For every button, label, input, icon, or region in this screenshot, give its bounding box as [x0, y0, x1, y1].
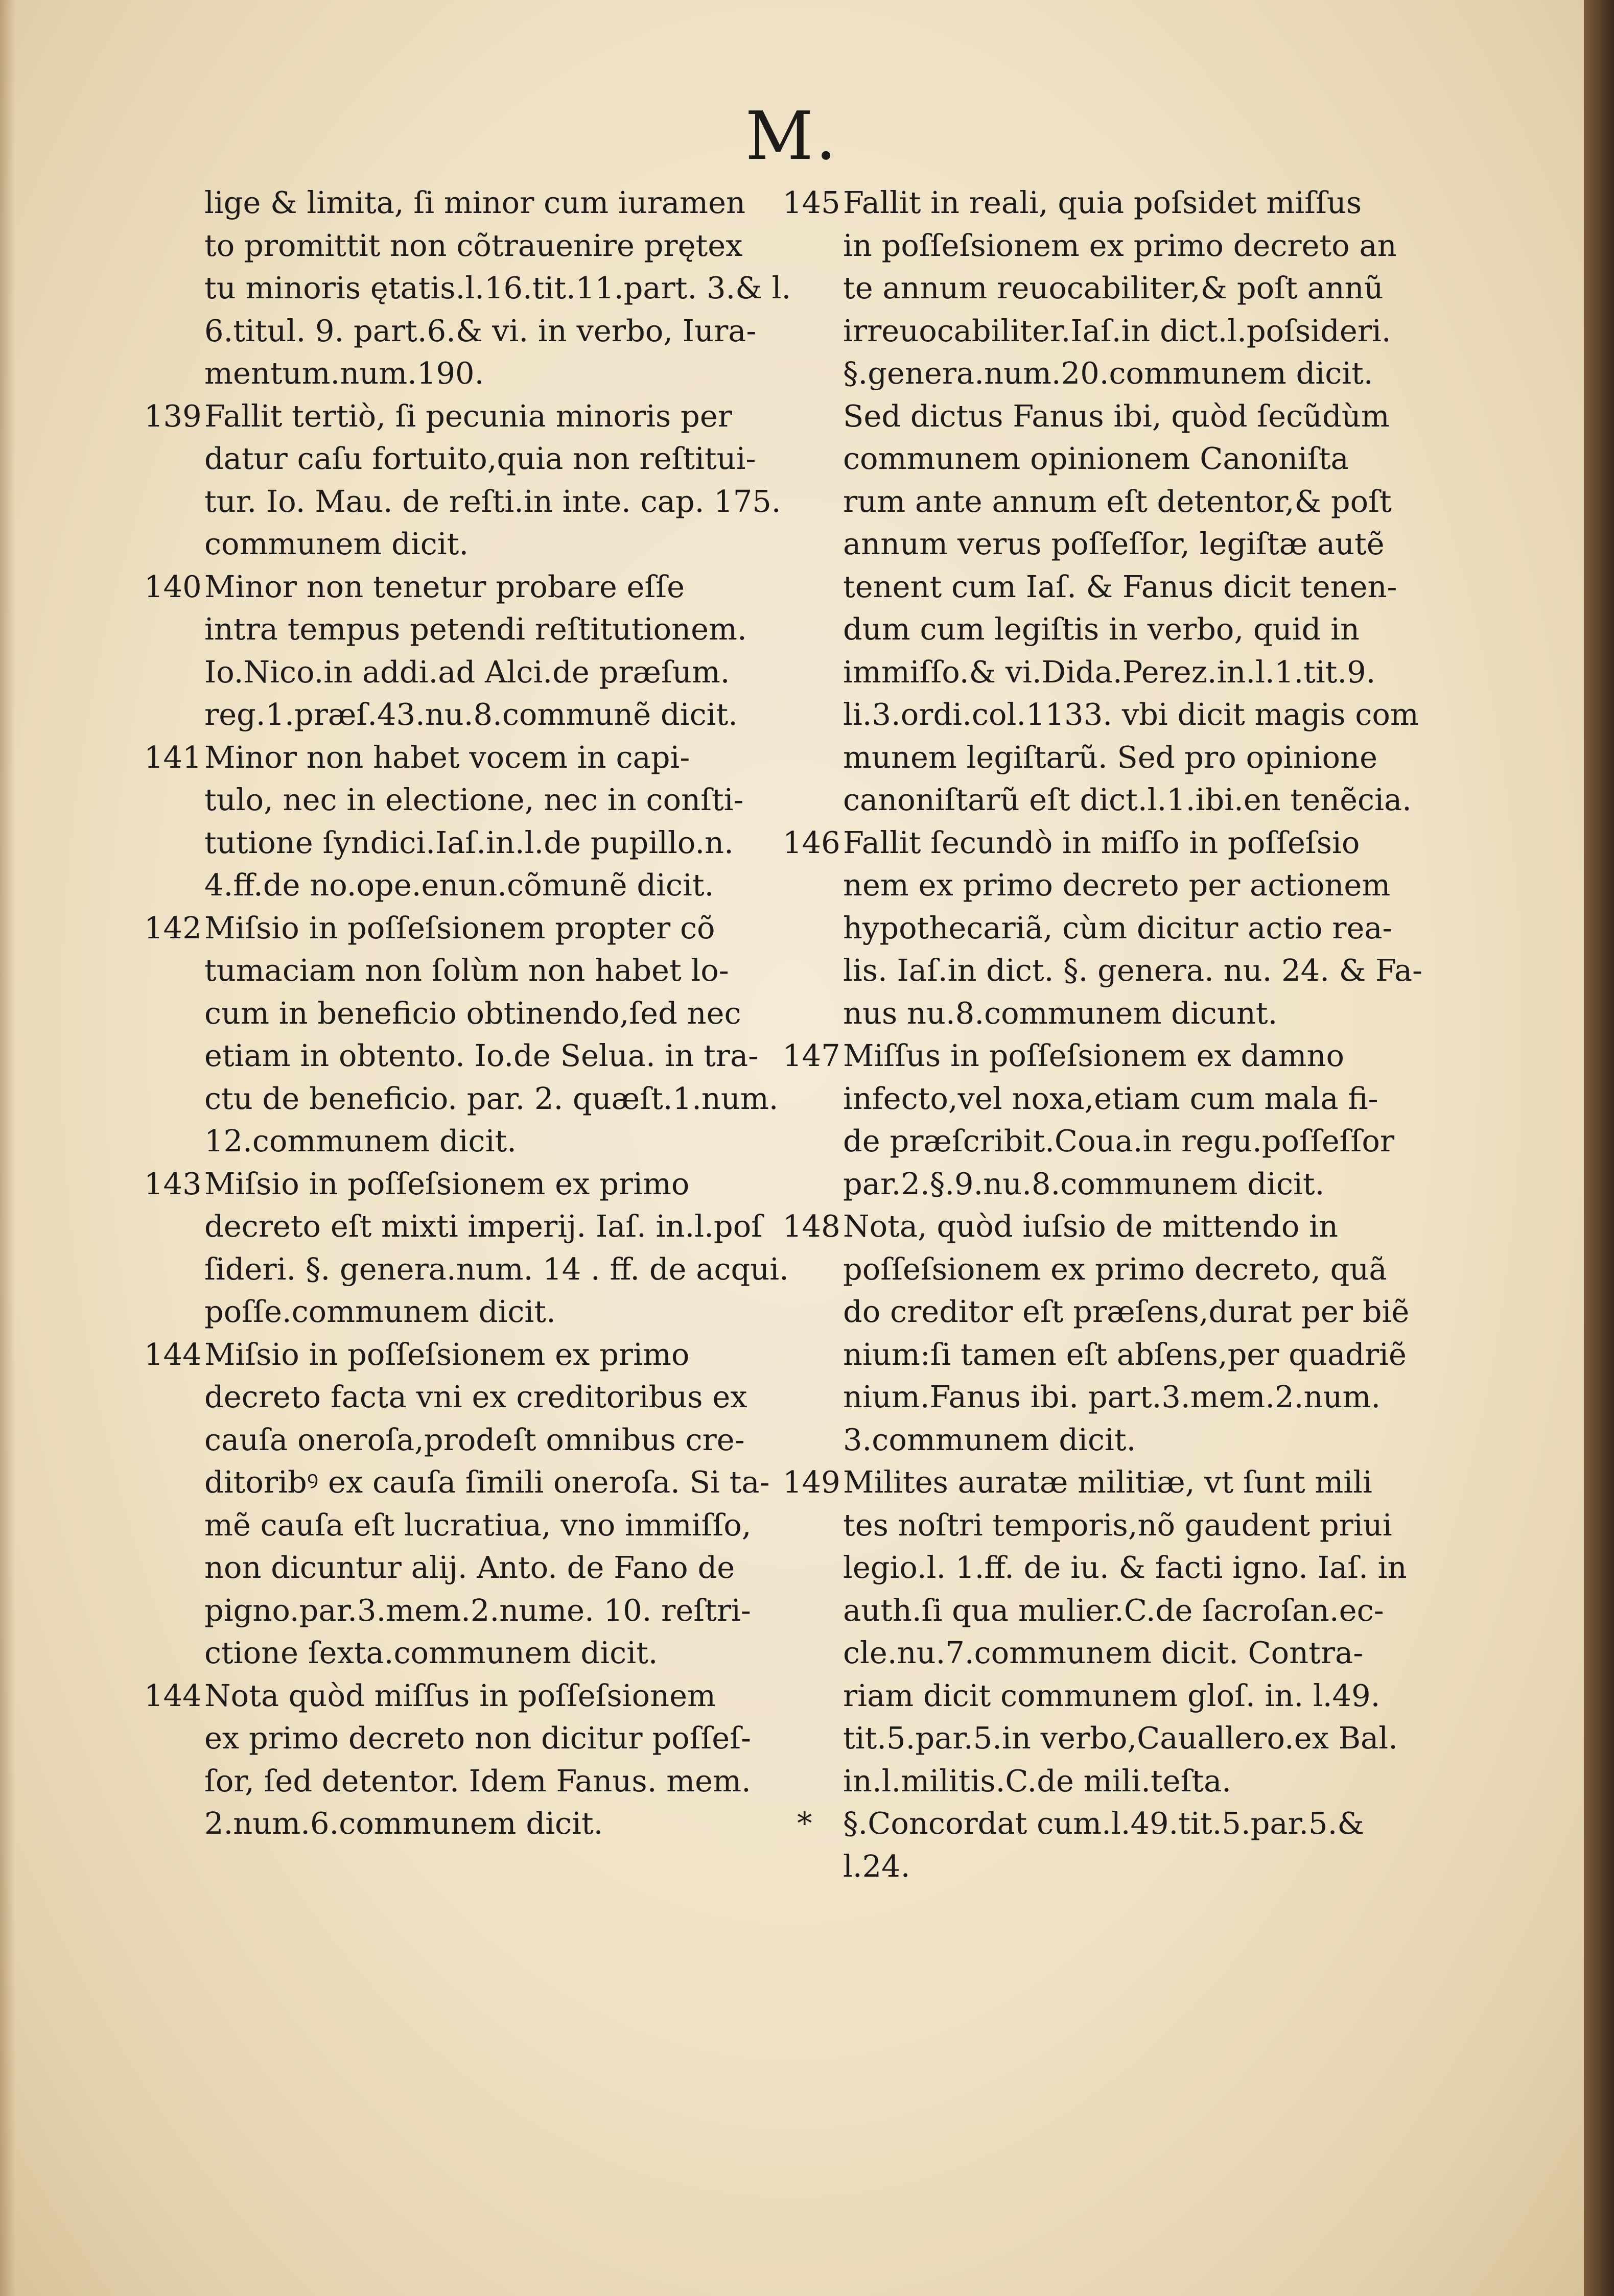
text-line: poſſeſsionem ex primo decreto, quã — [843, 1251, 1387, 1287]
text-line: Minor non tenetur probare eſſe — [204, 569, 685, 604]
page-gutter-shadow — [0, 0, 15, 2296]
text-line: 3.communem dicit. — [843, 1422, 1136, 1457]
text-line: ctione ſexta.communem dicit. — [204, 1635, 658, 1670]
text-line: Miſſus in poſſeſsionem ex damno — [843, 1038, 1344, 1073]
text-line: Miſsio in poſſeſsionem propter cõ — [204, 910, 715, 945]
text-line: tenent cum Iaſ. & Fanus dicit tenen- — [843, 569, 1397, 604]
text-line: poſſe.communem dicit. — [204, 1294, 556, 1329]
text-line: legio.l. 1.ff. de iu. & facti igno. Iaſ. in — [843, 1550, 1407, 1585]
text-line: li.3.ordi.col.1133. vbi dicit magis com — [843, 697, 1419, 732]
text-line: 12.communem dicit. — [204, 1123, 517, 1158]
book-edge — [1584, 0, 1614, 2296]
text-line: de præſcribit.Coua.in regu.poſſeſſor — [843, 1123, 1395, 1158]
text-line: communem dicit. — [204, 526, 469, 561]
text-line: nus nu.8.communem dicunt. — [843, 995, 1278, 1031]
text-line: Sed dictus Fanus ibi, quòd ſecũdùm — [843, 398, 1390, 434]
text-line: lige & limita, ſi minor cum iuramen — [204, 185, 746, 220]
entry — [783, 181, 1419, 821]
entry — [144, 1333, 777, 1674]
text-line: tu minoris ętatis.l.16.tit.11.part. 3.& l. — [204, 270, 791, 305]
text-line: rum ante annum eſt detentor,& poſt — [843, 483, 1392, 519]
text-line: tit.5.par.5.in verbo,Cauallero.ex Bal. — [843, 1720, 1398, 1756]
text-line: 4.ff.de no.ope.enun.cõmunẽ dicit. — [204, 867, 714, 903]
text-line: ditoribꝰ ex cauſa ſimili oneroſa. Si ta- — [204, 1464, 770, 1500]
text-line: lis. Iaſ.in dict. §. genera. nu. 24. & Fa- — [843, 953, 1423, 988]
entry-number: 149 — [783, 1464, 840, 1500]
text-line: pigno.par.3.mem.2.nume. 10. reſtri- — [204, 1592, 751, 1628]
entry — [783, 1461, 1415, 1802]
page-header-letter: M. — [745, 97, 839, 175]
text-line: cauſa oneroſa,prodeſt omnibus cre- — [204, 1422, 745, 1457]
text-line: cle.nu.7.communem dicit. Contra- — [843, 1635, 1364, 1670]
text-line: reg.1.præſ.43.nu.8.communẽ dicit. — [204, 697, 738, 732]
text-line: auth.ſi qua mulier.C.de ſacroſan.ec- — [843, 1592, 1384, 1628]
text-line: mẽ cauſa eſt lucratiua, vno immiſſo, — [204, 1507, 752, 1543]
text-line: canoniſtarũ eſt dict.l.1.ibi.en tenẽcia. — [843, 782, 1412, 817]
text-line: tur. Io. Mau. de reſti.in inte. cap. 175. — [204, 483, 781, 519]
text-line: ſideri. §. genera.num. 14 . ff. de acqui. — [204, 1251, 789, 1287]
text-line: cum in beneficio obtinendo,ſed nec — [204, 995, 741, 1031]
entry — [144, 395, 781, 565]
text-line: Fallit ſecundò in miſſo in poſſeſsio — [843, 824, 1360, 860]
text-line: Nota quòd miſſus in poſſeſsionem — [204, 1677, 716, 1713]
text-line: 6.titul. 9. part.6.& vi. in verbo, Iura- — [204, 313, 757, 348]
text-line: non dicuntur alij. Anto. de Fano de — [204, 1550, 735, 1585]
entry-number: 148 — [783, 1209, 840, 1244]
text-line: do creditor eſt præſens,durat per biẽ — [843, 1294, 1410, 1329]
text-line: §.genera.num.20.communem dicit. — [843, 356, 1373, 391]
text-line: to promittit non cõtrauenire prętex — [204, 227, 743, 263]
text-line: etiam in obtento. Io.de Selua. in tra- — [204, 1038, 759, 1073]
entry-number: 144 — [144, 1677, 202, 1713]
text-line: par.2.§.9.nu.8.communem dicit. — [843, 1166, 1325, 1201]
text-line: in poſſeſsionem ex primo decreto an — [843, 227, 1397, 263]
text-line: Miſsio in poſſeſsionem ex primo — [204, 1336, 690, 1372]
entry — [783, 821, 1423, 1035]
entry-number: 140 — [144, 569, 202, 604]
entry — [204, 181, 791, 395]
text-line: tes noſtri temporis,nõ gaudent priui — [843, 1507, 1392, 1543]
entry-number: 144 — [144, 1336, 202, 1372]
text-line: in.l.militis.C.de mili.teſta. — [843, 1763, 1232, 1798]
text-line: nium.Fanus ibi. part.3.mem.2.num. — [843, 1379, 1381, 1414]
note-marker: * — [797, 1806, 812, 1841]
text-line: Fallit in reali, quia poſsidet miſſus — [843, 185, 1362, 220]
right-column — [783, 181, 1423, 1887]
text-line: nem ex primo decreto per actionem — [843, 867, 1391, 903]
text-line: dum cum legiſtis in verbo, quid in — [843, 611, 1360, 647]
text-line: irreuocabiliter.Iaſ.in dict.l.poſsideri. — [843, 313, 1391, 348]
text-line: hypothecariã, cùm dicitur actio rea- — [843, 910, 1393, 945]
text-line: munem legiſtarũ. Sed pro opinione — [843, 739, 1377, 775]
text-line: decreto eſt mixti imperij. Iaſ. in.l.poſ — [204, 1209, 763, 1244]
entry-number: 143 — [144, 1166, 202, 1201]
text-line: §.Concordat cum.l.49.tit.5.par.5.& — [843, 1806, 1364, 1841]
text-line: immiſſo.& vi.Dida.Perez.in.l.1.tit.9. — [843, 654, 1376, 690]
text-line: tumaciam non ſolùm non habet lo- — [204, 953, 729, 988]
entry-number: 141 — [144, 739, 202, 775]
text-line: Nota, quòd iuſsio de mittendo in — [843, 1209, 1338, 1244]
text-line: Milites auratæ militiæ, vt ſunt mili — [843, 1464, 1372, 1500]
entry-number: 146 — [783, 824, 840, 860]
entry — [144, 736, 777, 907]
text-line: intra tempus petendi reſtitutionem. — [204, 611, 747, 647]
entry-number: 139 — [144, 398, 202, 434]
text-line: te annum reuocabiliter,& poſt annũ — [843, 270, 1384, 305]
entry — [144, 907, 779, 1163]
text-line: communem opinionem Canoniſta — [843, 441, 1349, 476]
entry — [783, 1034, 1415, 1205]
text-line: 2.num.6.communem dicit. — [204, 1806, 603, 1841]
text-line: l.24. — [843, 1848, 910, 1884]
text-line: tutione ſyndici.Iaſ.in.l.de pupillo.n. — [204, 824, 734, 860]
text-line: tulo, nec in electione, nec in conſti- — [204, 782, 744, 817]
entry — [797, 1802, 1415, 1887]
text-line: Fallit tertiò, ſi pecunia minoris per — [204, 398, 732, 434]
text-line: ex primo decreto non dicitur poſſeſ- — [204, 1720, 751, 1756]
left-column — [144, 181, 791, 1845]
text-line: mentum.num.190. — [204, 356, 484, 391]
text-line: Miſsio in poſſeſsionem ex primo — [204, 1166, 690, 1201]
entry — [144, 1674, 777, 1845]
text-line: nium:ſi tamen eſt abſens,per quadriẽ — [843, 1336, 1407, 1372]
text-line: infecto,vel noxa,etiam cum mala fi- — [843, 1080, 1378, 1116]
entry-number: 147 — [783, 1038, 840, 1073]
entry — [783, 1205, 1415, 1461]
entry — [144, 565, 777, 736]
entry — [144, 1163, 789, 1333]
text-line: ſor, ſed detentor. Idem Fanus. mem. — [204, 1763, 751, 1798]
text-line: decreto facta vni ex creditoribus ex — [204, 1379, 747, 1414]
text-line: ctu de beneficio. par. 2. quæſt.1.num. — [204, 1080, 779, 1116]
entry-number: 145 — [783, 185, 840, 220]
text-line: datur caſu fortuito,quia non reſtitui- — [204, 441, 756, 476]
text-line: Io.Nico.in addi.ad Alci.de præſum. — [204, 654, 730, 690]
text-line: riam dicit communem gloſ. in. l.49. — [843, 1677, 1381, 1713]
text-line: annum verus poſſeſſor, legiſtæ autẽ — [843, 526, 1385, 561]
entry-number: 142 — [144, 910, 202, 945]
text-line: Minor non habet vocem in capi- — [204, 739, 690, 775]
